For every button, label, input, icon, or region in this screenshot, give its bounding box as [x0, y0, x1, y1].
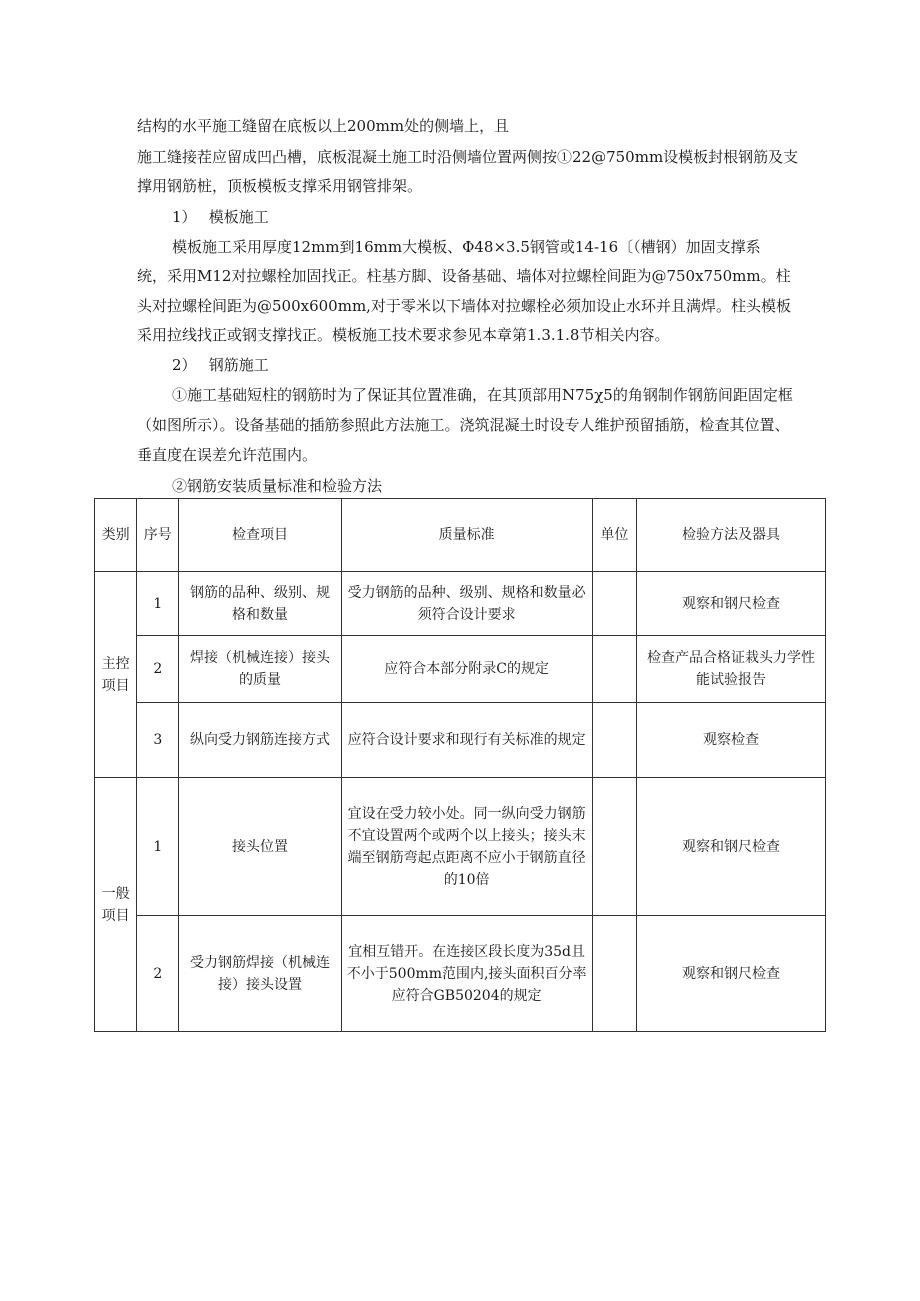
row-unit: [592, 572, 636, 636]
table-row: [95, 636, 826, 703]
category-cell: 一般项目: [95, 778, 137, 1032]
section-heading-rebar: 2） 钢筋施工: [172, 356, 269, 374]
header-standard: 质量标准: [341, 499, 592, 572]
rebar-quality-table: [94, 498, 826, 1032]
row-method: 观察和钢尺检查: [637, 916, 826, 1032]
row-unit: [592, 703, 636, 778]
table-row: [95, 778, 826, 916]
paragraph-line: （如图所示）。设备基础的插筋参照此方法施工。浇筑混凝土时设专人维护预留插筋，检查其位置、: [137, 416, 790, 434]
header-method: 检验方法及器具: [637, 499, 826, 572]
paragraph-line: 模板施工采用厚度12mm到16mm大模板、Φ48×3.5钢管或14-16〔（槽钢）加固支撑系: [172, 238, 761, 256]
row-item: 受力钢筋焊接（机械连接）接头设置: [179, 916, 341, 1032]
row-unit: [592, 916, 636, 1032]
row-method: 检查产品合格证栽头力学性能试验报告: [637, 636, 826, 703]
row-no: 3: [137, 703, 179, 778]
row-standard: 宜相互错开。在连接区段长度为35d且不小于500mm范围内,接头面积百分率应符合GB50204的规定: [341, 916, 592, 1032]
row-item: 焊接（机械连接）接头的质量: [179, 636, 341, 703]
paragraph-line: 垂直度在误差允许范围内。: [137, 446, 318, 464]
row-unit: [592, 778, 636, 916]
paragraph-line: 施工缝接茬应留成凹凸槽，底板混凝土施工时沿侧墙位置两侧按①22@750mm设模板封根钢筋及支: [137, 148, 799, 166]
row-standard: 宜设在受力较小处。同一纵向受力钢筋不宜设置两个或两个以上接头；接头末端至钢筋弯起点距离不应小于钢筋直径的10倍: [341, 778, 592, 916]
header-unit: 单位: [592, 499, 636, 572]
row-method: 观察和钢尺检查: [637, 572, 826, 636]
table-row: [95, 572, 826, 636]
table-row: [95, 703, 826, 778]
row-standard: 应符合设计要求和现行有关标准的规定: [341, 703, 592, 778]
section-heading-formwork: 1） 模板施工: [172, 208, 269, 226]
paragraph-line: 结构的水平施工缝留在底板以上200mm处的侧墙上，且: [137, 117, 510, 135]
row-method: 观察检查: [637, 703, 826, 778]
paragraph-line: 撑用钢筋桩，顶板模板支撑采用钢管排架。: [137, 177, 423, 195]
table-row: [95, 916, 826, 1032]
row-no: 2: [137, 916, 179, 1032]
paragraph-line: ①施工基础短柱的钢筋时为了保证其位置准确，在其顶部用N75χ5的角钢制作钢筋间距固定框: [172, 386, 793, 404]
header-no: 序号: [137, 499, 179, 572]
row-item: 接头位置: [179, 778, 341, 916]
row-item: 纵向受力钢筋连接方式: [179, 703, 341, 778]
table-caption: ②钢筋安装质量标准和检验方法: [172, 477, 383, 495]
row-method: 观察和钢尺检查: [637, 778, 826, 916]
paragraph-line: 头对拉螺栓间距为@500x600mm,对于零米以下墙体对拉螺栓必须加设止水环并且满焊。柱头模板: [137, 297, 791, 315]
row-no: 1: [137, 572, 179, 636]
row-no: 2: [137, 636, 179, 703]
paragraph-line: 采用拉线找正或钢支撑找正。模板施工技术要求参见本章第1.3.1.8节相关内容。: [137, 326, 670, 344]
row-unit: [592, 636, 636, 703]
row-standard: 受力钢筋的品种、级别、规格和数量必须符合设计要求: [341, 572, 592, 636]
table-header-row: [95, 499, 826, 572]
header-category: 类别: [95, 499, 137, 572]
header-item: 检查项目: [179, 499, 341, 572]
category-cell: 主控项目: [95, 572, 137, 778]
row-no: 1: [137, 778, 179, 916]
paragraph-line: 统，采用M12对拉螺栓加固找正。柱基方脚、设备基础、墙体对拉螺栓间距为@750x750mm。柱: [137, 267, 791, 285]
row-standard: 应符合本部分附录C的规定: [341, 636, 592, 703]
row-item: 钢筋的品种、级别、规格和数量: [179, 572, 341, 636]
